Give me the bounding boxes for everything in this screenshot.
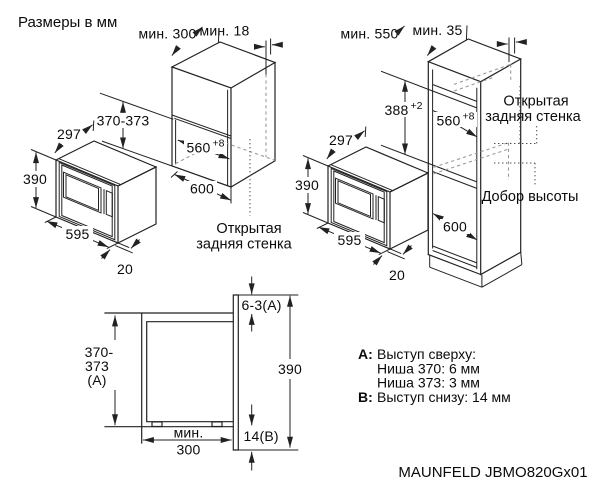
cabinet-side (231, 63, 275, 188)
dim-section-front-height: 390 (278, 361, 302, 377)
note-a-label: A: (358, 346, 373, 362)
tall-hidden-top (454, 64, 511, 91)
tall-shelf-bottom (433, 165, 477, 188)
microwave-left-view (21, 121, 156, 278)
tall-verticals (428, 59, 520, 275)
dim-wall-width: 600 (190, 180, 214, 197)
tall-bottom (428, 252, 520, 274)
dim-section-depth-1: мин. (173, 424, 204, 441)
dim-tall-niche-height: 388 (384, 102, 409, 118)
mw-foot (212, 422, 222, 427)
open-back-label-1: Открытая (216, 221, 282, 237)
side-section-view (85, 277, 302, 471)
tall-open-back-1: Открытая (503, 93, 569, 110)
tall-plinth (430, 252, 522, 287)
dim-tall-min-side: мин. 35 (412, 22, 463, 38)
mw-control-panel (106, 191, 112, 217)
wall-cabinet-view (97, 23, 293, 253)
mw-foot (152, 422, 162, 427)
dim-tall-niche-height-sup: +2 (410, 100, 423, 112)
note-a-text: Выступ сверху: (377, 346, 477, 362)
dim-mw-right-depth: 297 (329, 132, 353, 148)
dim-mw-right-height: 390 (295, 177, 319, 193)
dim-section-height-3: (A) (87, 372, 107, 388)
dim-tall-min-top: мин. 550 (340, 25, 399, 42)
dim-mw-left-width: 595 (65, 226, 90, 242)
note-b-text: Выступ снизу: 14 мм (377, 389, 511, 405)
dim-mw-right-frame: 20 (389, 267, 405, 283)
dim-section-depth-2: 300 (176, 441, 201, 458)
dim-tall-inner-width: 560 (436, 112, 461, 129)
dim-section-top-gap: 6-3(A) (241, 297, 282, 313)
tall-filler-leader (494, 163, 535, 187)
dim-wall-min-side: мин. 18 (199, 22, 250, 39)
open-back-label-2: задняя стенка (196, 236, 292, 253)
dim-mw-right-width: 595 (337, 232, 362, 248)
dim-tall-width: 600 (443, 218, 467, 235)
note-a-item1: Ниша 370: 6 мм (377, 360, 480, 377)
mw-body-section (147, 322, 234, 422)
dim-mw-left-frame: 20 (117, 261, 133, 277)
microwave-right-view (293, 127, 428, 284)
tall-shelf-top (433, 85, 477, 108)
dim-wall-niche-height: 370-373 (96, 112, 150, 129)
model-label: MAUNFELD JBMO820Gx01 (398, 464, 588, 481)
tall-hidden-filler (434, 143, 509, 180)
note-b-label: B: (358, 389, 373, 405)
dim-mw-left-height: 390 (23, 171, 47, 187)
dim-section-height-2: 373 (85, 358, 109, 374)
mw-window-outer (64, 172, 102, 213)
tall-open-back-2: задняя стенка (485, 109, 581, 125)
cabinet-apron (172, 115, 231, 139)
dim-section-bottom-gap: 14(B) (243, 428, 279, 444)
dim-wall-inner-width-sup: +8 (212, 137, 225, 150)
dim-mw-left-depth: 297 (57, 126, 81, 142)
dim-wall-inner-width: 560 (186, 139, 211, 156)
cabinet-top-face (172, 42, 275, 88)
door-panel (233, 295, 238, 450)
mw-top-edge2 (59, 159, 121, 185)
note-a-item2: Ниша 373: 3 мм (377, 374, 480, 391)
mw-side-face (118, 167, 156, 243)
tall-top-face (428, 39, 520, 82)
dim-section-height-1: 370- (84, 344, 114, 360)
page-title: Размеры в мм (18, 14, 118, 31)
notes-block (358, 346, 511, 405)
dim-tall-inner-width-sup: +8 (462, 110, 475, 123)
tall-filler-label: Добор высоты (481, 189, 579, 205)
tall-cabinet-view (341, 22, 582, 287)
dim-wall-min-top: мин. 300 (138, 25, 197, 42)
